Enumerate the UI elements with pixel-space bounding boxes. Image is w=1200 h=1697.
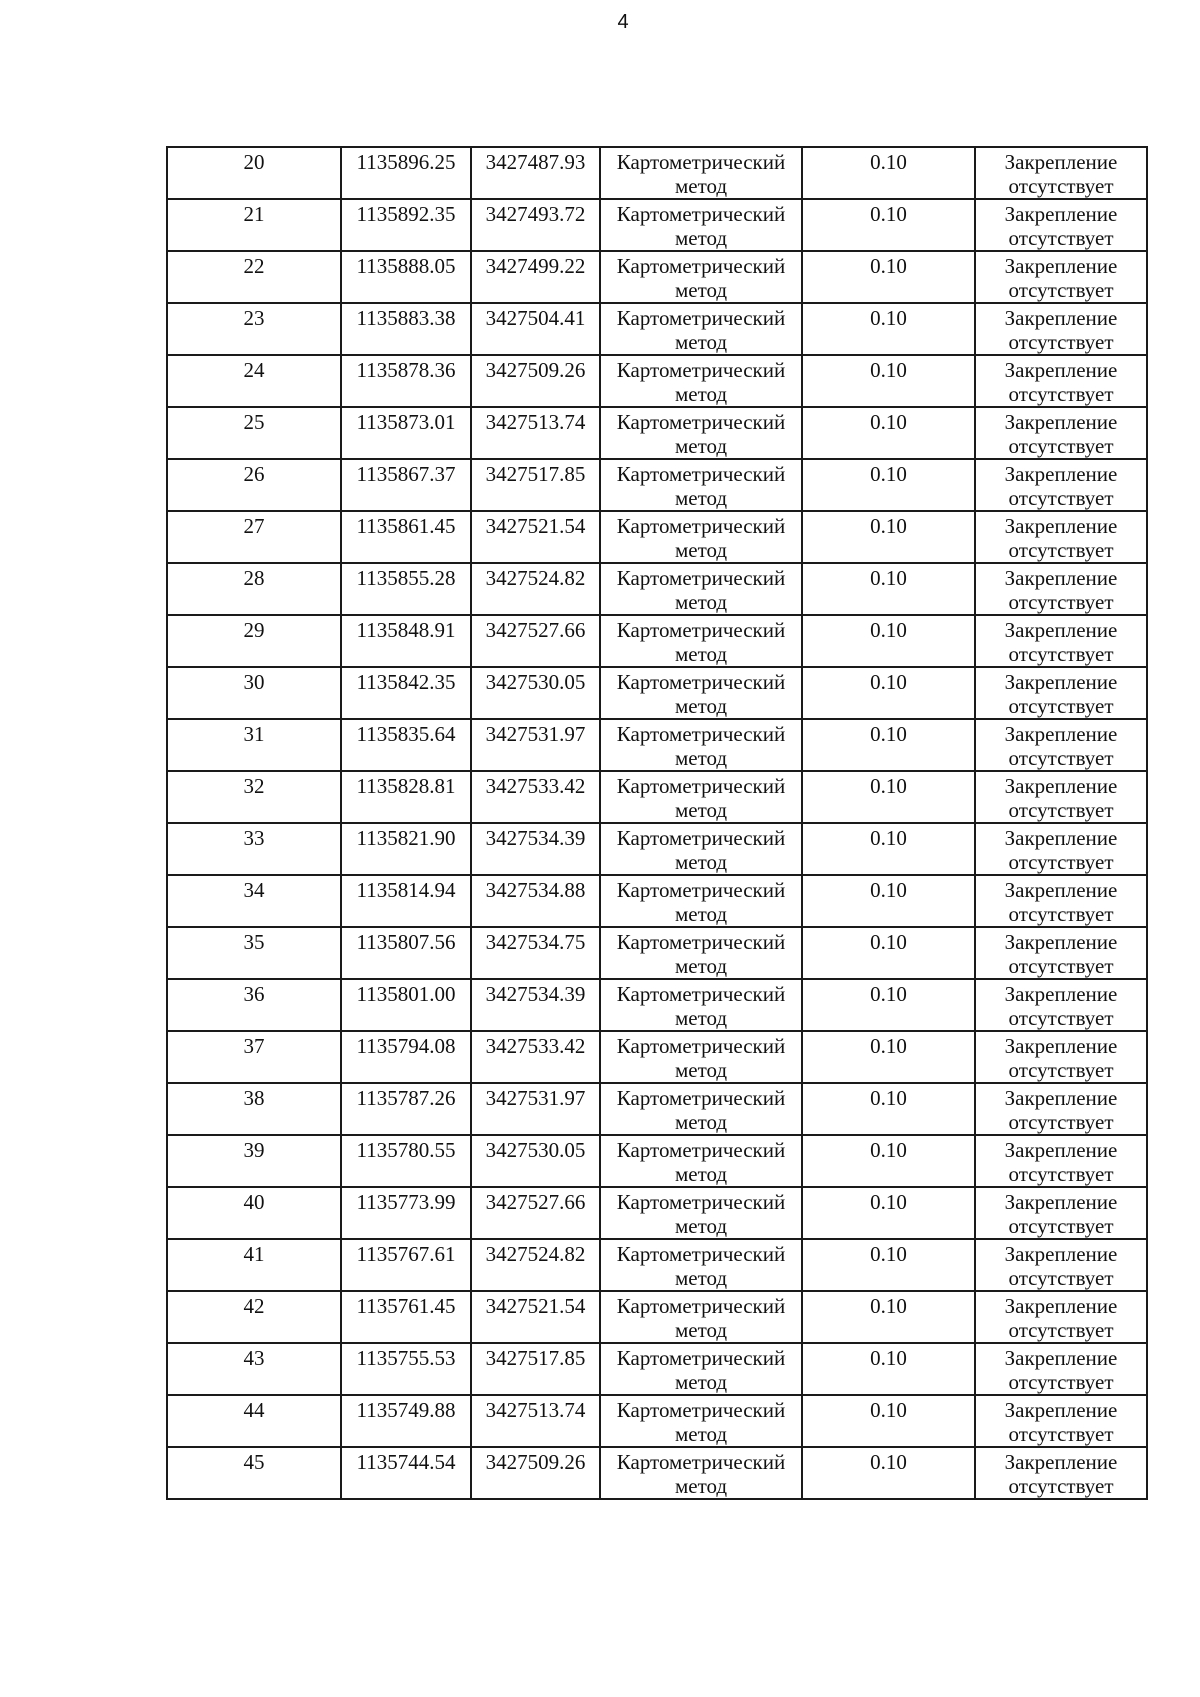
table-row	[167, 1395, 1147, 1447]
table-row	[167, 459, 1147, 511]
coordinate-x-cell: 1135848.91	[341, 615, 471, 667]
coordinate-x-cell: 1135896.25	[341, 147, 471, 199]
coordinate-x-cell: 1135761.45	[341, 1291, 471, 1343]
method-cell: Картометрический метод	[600, 771, 802, 823]
method-cell: Картометрический метод	[600, 147, 802, 199]
precision-cell: 0.10	[802, 251, 975, 303]
coordinate-x-cell: 1135749.88	[341, 1395, 471, 1447]
precision-cell: 0.10	[802, 407, 975, 459]
fixing-description-cell: Закрепление отсутствует	[975, 1343, 1147, 1395]
method-cell: Картометрический метод	[600, 407, 802, 459]
table-row	[167, 1031, 1147, 1083]
precision-cell: 0.10	[802, 1291, 975, 1343]
coordinate-x-cell: 1135892.35	[341, 199, 471, 251]
point-number-cell: 27	[167, 511, 341, 563]
fixing-description-cell: Закрепление отсутствует	[975, 771, 1147, 823]
point-number-cell: 42	[167, 1291, 341, 1343]
precision-cell: 0.10	[802, 823, 975, 875]
fixing-description-cell: Закрепление отсутствует	[975, 511, 1147, 563]
fixing-description-cell: Закрепление отсутствует	[975, 1031, 1147, 1083]
table-row	[167, 563, 1147, 615]
coordinate-y-cell: 3427513.74	[471, 407, 600, 459]
point-number-cell: 40	[167, 1187, 341, 1239]
fixing-description-cell: Закрепление отсутствует	[975, 303, 1147, 355]
precision-cell: 0.10	[802, 979, 975, 1031]
table-row	[167, 771, 1147, 823]
coordinate-x-cell: 1135767.61	[341, 1239, 471, 1291]
table-row	[167, 407, 1147, 459]
precision-cell: 0.10	[802, 147, 975, 199]
point-number-cell: 24	[167, 355, 341, 407]
point-number-cell: 21	[167, 199, 341, 251]
table-row	[167, 1343, 1147, 1395]
point-number-cell: 38	[167, 1083, 341, 1135]
coordinate-x-cell: 1135828.81	[341, 771, 471, 823]
method-cell: Картометрический метод	[600, 251, 802, 303]
table-row	[167, 1135, 1147, 1187]
coordinate-x-cell: 1135807.56	[341, 927, 471, 979]
coordinate-x-cell: 1135855.28	[341, 563, 471, 615]
fixing-description-cell: Закрепление отсутствует	[975, 1187, 1147, 1239]
method-cell: Картометрический метод	[600, 1447, 802, 1499]
method-cell: Картометрический метод	[600, 719, 802, 771]
coordinate-y-cell: 3427530.05	[471, 667, 600, 719]
precision-cell: 0.10	[802, 719, 975, 771]
precision-cell: 0.10	[802, 1395, 975, 1447]
method-cell: Картометрический метод	[600, 199, 802, 251]
coordinate-x-cell: 1135842.35	[341, 667, 471, 719]
fixing-description-cell: Закрепление отсутствует	[975, 1447, 1147, 1499]
precision-cell: 0.10	[802, 511, 975, 563]
precision-cell: 0.10	[802, 927, 975, 979]
table-row	[167, 927, 1147, 979]
coordinate-x-cell: 1135801.00	[341, 979, 471, 1031]
coordinate-x-cell: 1135873.01	[341, 407, 471, 459]
table-row	[167, 667, 1147, 719]
table-row	[167, 1083, 1147, 1135]
method-cell: Картометрический метод	[600, 303, 802, 355]
coordinate-x-cell: 1135878.36	[341, 355, 471, 407]
coordinate-y-cell: 3427521.54	[471, 511, 600, 563]
fixing-description-cell: Закрепление отсутствует	[975, 147, 1147, 199]
coordinate-x-cell: 1135755.53	[341, 1343, 471, 1395]
coordinate-x-cell: 1135861.45	[341, 511, 471, 563]
coordinates-table-body	[167, 147, 1147, 1499]
point-number-cell: 32	[167, 771, 341, 823]
precision-cell: 0.10	[802, 875, 975, 927]
table-row	[167, 1239, 1147, 1291]
fixing-description-cell: Закрепление отсутствует	[975, 251, 1147, 303]
table-row	[167, 147, 1147, 199]
precision-cell: 0.10	[802, 1083, 975, 1135]
coordinate-y-cell: 3427530.05	[471, 1135, 600, 1187]
fixing-description-cell: Закрепление отсутствует	[975, 1083, 1147, 1135]
point-number-cell: 35	[167, 927, 341, 979]
table-row	[167, 355, 1147, 407]
coordinate-y-cell: 3427487.93	[471, 147, 600, 199]
table-row	[167, 199, 1147, 251]
table-row	[167, 511, 1147, 563]
point-number-cell: 30	[167, 667, 341, 719]
coordinate-y-cell: 3427493.72	[471, 199, 600, 251]
coordinate-y-cell: 3427517.85	[471, 1343, 600, 1395]
coordinate-y-cell: 3427531.97	[471, 719, 600, 771]
method-cell: Картометрический метод	[600, 1187, 802, 1239]
method-cell: Картометрический метод	[600, 563, 802, 615]
fixing-description-cell: Закрепление отсутствует	[975, 927, 1147, 979]
table-row	[167, 1291, 1147, 1343]
method-cell: Картометрический метод	[600, 459, 802, 511]
coordinate-y-cell: 3427524.82	[471, 1239, 600, 1291]
point-number-cell: 43	[167, 1343, 341, 1395]
table-row	[167, 979, 1147, 1031]
precision-cell: 0.10	[802, 1343, 975, 1395]
coordinate-y-cell: 3427533.42	[471, 771, 600, 823]
coordinate-y-cell: 3427509.26	[471, 355, 600, 407]
table-row	[167, 251, 1147, 303]
point-number-cell: 41	[167, 1239, 341, 1291]
coordinate-y-cell: 3427517.85	[471, 459, 600, 511]
coordinate-x-cell: 1135787.26	[341, 1083, 471, 1135]
point-number-cell: 34	[167, 875, 341, 927]
coordinate-y-cell: 3427524.82	[471, 563, 600, 615]
coordinate-x-cell: 1135814.94	[341, 875, 471, 927]
method-cell: Картометрический метод	[600, 615, 802, 667]
coordinates-table	[166, 146, 1148, 1500]
precision-cell: 0.10	[802, 1135, 975, 1187]
coordinate-y-cell: 3427521.54	[471, 1291, 600, 1343]
coordinate-y-cell: 3427534.39	[471, 979, 600, 1031]
page-number: 4	[617, 11, 629, 33]
coordinate-y-cell: 3427534.88	[471, 875, 600, 927]
point-number-cell: 33	[167, 823, 341, 875]
point-number-cell: 44	[167, 1395, 341, 1447]
fixing-description-cell: Закрепление отсутствует	[975, 355, 1147, 407]
precision-cell: 0.10	[802, 1447, 975, 1499]
method-cell: Картометрический метод	[600, 1343, 802, 1395]
table-row	[167, 875, 1147, 927]
table-row	[167, 823, 1147, 875]
fixing-description-cell: Закрепление отсутствует	[975, 615, 1147, 667]
method-cell: Картометрический метод	[600, 875, 802, 927]
table-row	[167, 1187, 1147, 1239]
coordinate-y-cell: 3427531.97	[471, 1083, 600, 1135]
fixing-description-cell: Закрепление отсутствует	[975, 719, 1147, 771]
table-row	[167, 615, 1147, 667]
precision-cell: 0.10	[802, 199, 975, 251]
fixing-description-cell: Закрепление отсутствует	[975, 1135, 1147, 1187]
point-number-cell: 39	[167, 1135, 341, 1187]
precision-cell: 0.10	[802, 771, 975, 823]
point-number-cell: 36	[167, 979, 341, 1031]
point-number-cell: 26	[167, 459, 341, 511]
method-cell: Картометрический метод	[600, 823, 802, 875]
precision-cell: 0.10	[802, 667, 975, 719]
point-number-cell: 45	[167, 1447, 341, 1499]
method-cell: Картометрический метод	[600, 511, 802, 563]
coordinate-x-cell: 1135773.99	[341, 1187, 471, 1239]
method-cell: Картометрический метод	[600, 979, 802, 1031]
point-number-cell: 29	[167, 615, 341, 667]
coordinate-x-cell: 1135867.37	[341, 459, 471, 511]
point-number-cell: 25	[167, 407, 341, 459]
point-number-cell: 28	[167, 563, 341, 615]
precision-cell: 0.10	[802, 563, 975, 615]
coordinate-y-cell: 3427534.75	[471, 927, 600, 979]
point-number-cell: 20	[167, 147, 341, 199]
coordinate-x-cell: 1135744.54	[341, 1447, 471, 1499]
coordinate-y-cell: 3427504.41	[471, 303, 600, 355]
coordinate-y-cell: 3427527.66	[471, 615, 600, 667]
coordinate-y-cell: 3427527.66	[471, 1187, 600, 1239]
fixing-description-cell: Закрепление отсутствует	[975, 1239, 1147, 1291]
method-cell: Картометрический метод	[600, 667, 802, 719]
table-row	[167, 303, 1147, 355]
coordinate-y-cell: 3427499.22	[471, 251, 600, 303]
table-row	[167, 719, 1147, 771]
point-number-cell: 22	[167, 251, 341, 303]
method-cell: Картометрический метод	[600, 1239, 802, 1291]
method-cell: Картометрический метод	[600, 927, 802, 979]
fixing-description-cell: Закрепление отсутствует	[975, 979, 1147, 1031]
precision-cell: 0.10	[802, 459, 975, 511]
coordinate-x-cell: 1135821.90	[341, 823, 471, 875]
point-number-cell: 23	[167, 303, 341, 355]
coordinate-x-cell: 1135888.05	[341, 251, 471, 303]
method-cell: Картометрический метод	[600, 355, 802, 407]
fixing-description-cell: Закрепление отсутствует	[975, 1291, 1147, 1343]
coordinate-y-cell: 3427533.42	[471, 1031, 600, 1083]
fixing-description-cell: Закрепление отсутствует	[975, 1395, 1147, 1447]
precision-cell: 0.10	[802, 615, 975, 667]
method-cell: Картометрический метод	[600, 1291, 802, 1343]
method-cell: Картометрический метод	[600, 1031, 802, 1083]
fixing-description-cell: Закрепление отсутствует	[975, 459, 1147, 511]
fixing-description-cell: Закрепление отсутствует	[975, 563, 1147, 615]
coordinate-y-cell: 3427509.26	[471, 1447, 600, 1499]
coordinate-x-cell: 1135835.64	[341, 719, 471, 771]
fixing-description-cell: Закрепление отсутствует	[975, 199, 1147, 251]
coordinate-y-cell: 3427534.39	[471, 823, 600, 875]
fixing-description-cell: Закрепление отсутствует	[975, 407, 1147, 459]
fixing-description-cell: Закрепление отсутствует	[975, 823, 1147, 875]
coordinate-x-cell: 1135883.38	[341, 303, 471, 355]
precision-cell: 0.10	[802, 1187, 975, 1239]
precision-cell: 0.10	[802, 1239, 975, 1291]
method-cell: Картометрический метод	[600, 1083, 802, 1135]
precision-cell: 0.10	[802, 355, 975, 407]
coordinate-x-cell: 1135780.55	[341, 1135, 471, 1187]
fixing-description-cell: Закрепление отсутствует	[975, 667, 1147, 719]
coordinate-x-cell: 1135794.08	[341, 1031, 471, 1083]
precision-cell: 0.10	[802, 1031, 975, 1083]
precision-cell: 0.10	[802, 303, 975, 355]
table-row	[167, 1447, 1147, 1499]
point-number-cell: 37	[167, 1031, 341, 1083]
method-cell: Картометрический метод	[600, 1135, 802, 1187]
coordinate-y-cell: 3427513.74	[471, 1395, 600, 1447]
fixing-description-cell: Закрепление отсутствует	[975, 875, 1147, 927]
method-cell: Картометрический метод	[600, 1395, 802, 1447]
point-number-cell: 31	[167, 719, 341, 771]
